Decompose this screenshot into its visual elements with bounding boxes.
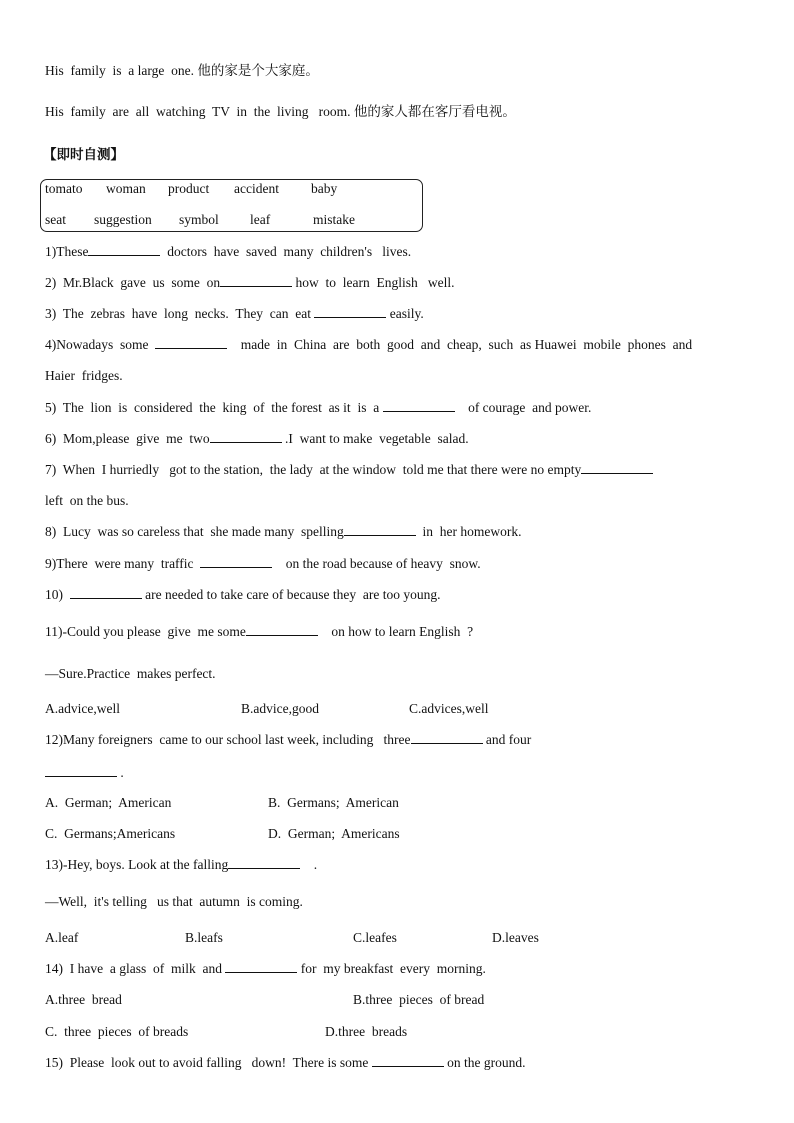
- question-text: 4)Nowadays some: [45, 337, 156, 352]
- question-text: on the ground.: [443, 1055, 526, 1070]
- answer-blank[interactable]: [70, 586, 142, 599]
- option-b[interactable]: B.leafs: [185, 930, 223, 945]
- answer-blank[interactable]: [228, 856, 300, 869]
- option-a[interactable]: A.advice,well: [45, 701, 120, 716]
- question-text: 7) When I hurriedly got to the station, the lady at the window told me that there were no empty: [45, 462, 582, 477]
- question-text: are needed to take care of because they are too young.: [141, 587, 441, 602]
- option-b[interactable]: B.three pieces of bread: [353, 992, 485, 1007]
- question-text: how to learn English well.: [292, 275, 455, 290]
- question-2: [45, 274, 454, 292]
- question-text: 14) I have a glass of milk and: [45, 961, 226, 976]
- answer-blank[interactable]: [411, 731, 483, 744]
- question-text: .I want to make vegetable salad.: [281, 431, 469, 446]
- answer-blank[interactable]: [383, 399, 455, 412]
- question-text: of courage and power.: [454, 400, 592, 415]
- question-text: 6) Mom,please give me two: [45, 431, 210, 446]
- question-13-reply: —Well, it's telling us that autumn is coming.: [45, 894, 303, 909]
- question-text: 15) Please look out to avoid falling down! There is some: [45, 1055, 372, 1070]
- word-bank-item: woman: [106, 181, 146, 196]
- answer-blank[interactable]: [225, 960, 297, 973]
- question-text: on the road because of heavy snow.: [272, 556, 481, 571]
- option-a[interactable]: A.three bread: [45, 992, 122, 1007]
- question-9: [45, 555, 481, 573]
- question-7-continuation: left on the bus.: [45, 493, 129, 508]
- answer-blank[interactable]: [88, 243, 160, 256]
- word-bank-item: mistake: [313, 212, 355, 227]
- intro-line-2: His family are all watching TV in the living room. 他的家人都在客厅看电视。: [45, 104, 516, 119]
- option-a[interactable]: A. German; American: [45, 795, 172, 810]
- option-c[interactable]: C. three pieces of breads: [45, 1024, 189, 1039]
- word-bank-item: suggestion: [94, 212, 152, 227]
- question-text: .: [300, 857, 318, 872]
- option-d[interactable]: D.leaves: [492, 930, 539, 945]
- intro-line-1: His family is a large one. 他的家是个大家庭。: [45, 63, 319, 78]
- question-15: [45, 1054, 525, 1072]
- question-text: 2) Mr.Black gave us some on: [45, 275, 221, 290]
- question-text: and four: [482, 732, 532, 747]
- option-a[interactable]: A.leaf: [45, 930, 79, 945]
- question-text: easily.: [386, 306, 424, 321]
- word-bank-item: leaf: [250, 212, 271, 227]
- option-c[interactable]: C.advices,well: [409, 701, 489, 716]
- question-text: for my breakfast every morning.: [297, 961, 486, 976]
- question-text: .: [117, 765, 124, 780]
- question-8: [45, 523, 522, 541]
- question-3: [45, 305, 424, 323]
- question-4-continuation: Haier fridges.: [45, 368, 123, 383]
- question-12: [45, 731, 531, 749]
- option-c[interactable]: C.leafes: [353, 930, 397, 945]
- question-text: on how to learn English ?: [317, 624, 474, 639]
- answer-blank[interactable]: [155, 336, 227, 349]
- question-4: [45, 336, 692, 354]
- question-text: 5) The lion is considered the king of the forest as it is a: [45, 400, 383, 415]
- question-text: 1)These: [45, 244, 89, 259]
- question-text: 8) Lucy was so careless that she made many spelling: [45, 524, 344, 539]
- option-d[interactable]: D.three breads: [325, 1024, 408, 1039]
- question-text: 3) The zebras have long necks. They can eat: [45, 306, 315, 321]
- option-d[interactable]: D. German; Americans: [268, 826, 400, 841]
- word-bank-item: accident: [234, 181, 279, 196]
- word-bank-item: product: [168, 181, 210, 196]
- question-5: [45, 399, 591, 417]
- option-b[interactable]: B.advice,good: [241, 701, 319, 716]
- question-6: [45, 430, 469, 448]
- answer-blank[interactable]: [200, 555, 272, 568]
- question-text: 11)-Could you please give me some: [45, 624, 246, 639]
- question-10: [45, 586, 440, 604]
- question-text: made in China are both good and cheap, such as Huawei mobile phones and: [227, 337, 693, 352]
- answer-blank[interactable]: [210, 430, 282, 443]
- question-11: [45, 623, 473, 641]
- question-text: 13)-Hey, boys. Look at the falling: [45, 857, 229, 872]
- word-bank-item: symbol: [179, 212, 219, 227]
- question-14: [45, 960, 486, 978]
- word-bank-item: tomato: [45, 181, 83, 196]
- answer-blank[interactable]: [581, 461, 653, 474]
- question-11-reply: —Sure.Practice makes perfect.: [45, 666, 216, 681]
- question-text: 10): [45, 587, 70, 602]
- question-text: 12)Many foreigners came to our school last week, including three: [45, 732, 411, 747]
- question-text: 9)There were many traffic: [45, 556, 201, 571]
- question-text: doctors have saved many children's lives.: [160, 244, 412, 259]
- section-title: 【即时自测】: [43, 147, 124, 162]
- answer-blank[interactable]: [45, 764, 117, 777]
- option-c[interactable]: C. Germans;Americans: [45, 826, 176, 841]
- word-bank-item: baby: [311, 181, 338, 196]
- answer-blank[interactable]: [314, 305, 386, 318]
- answer-blank[interactable]: [220, 274, 292, 287]
- question-text: in her homework.: [415, 524, 522, 539]
- option-b[interactable]: B. Germans; American: [268, 795, 399, 810]
- question-1: [45, 243, 411, 261]
- question-13: [45, 856, 317, 874]
- question-12-continuation: [45, 764, 124, 782]
- question-7: [45, 461, 653, 479]
- answer-blank[interactable]: [372, 1054, 444, 1067]
- word-bank-item: seat: [45, 212, 66, 227]
- answer-blank[interactable]: [246, 623, 318, 636]
- answer-blank[interactable]: [344, 523, 416, 536]
